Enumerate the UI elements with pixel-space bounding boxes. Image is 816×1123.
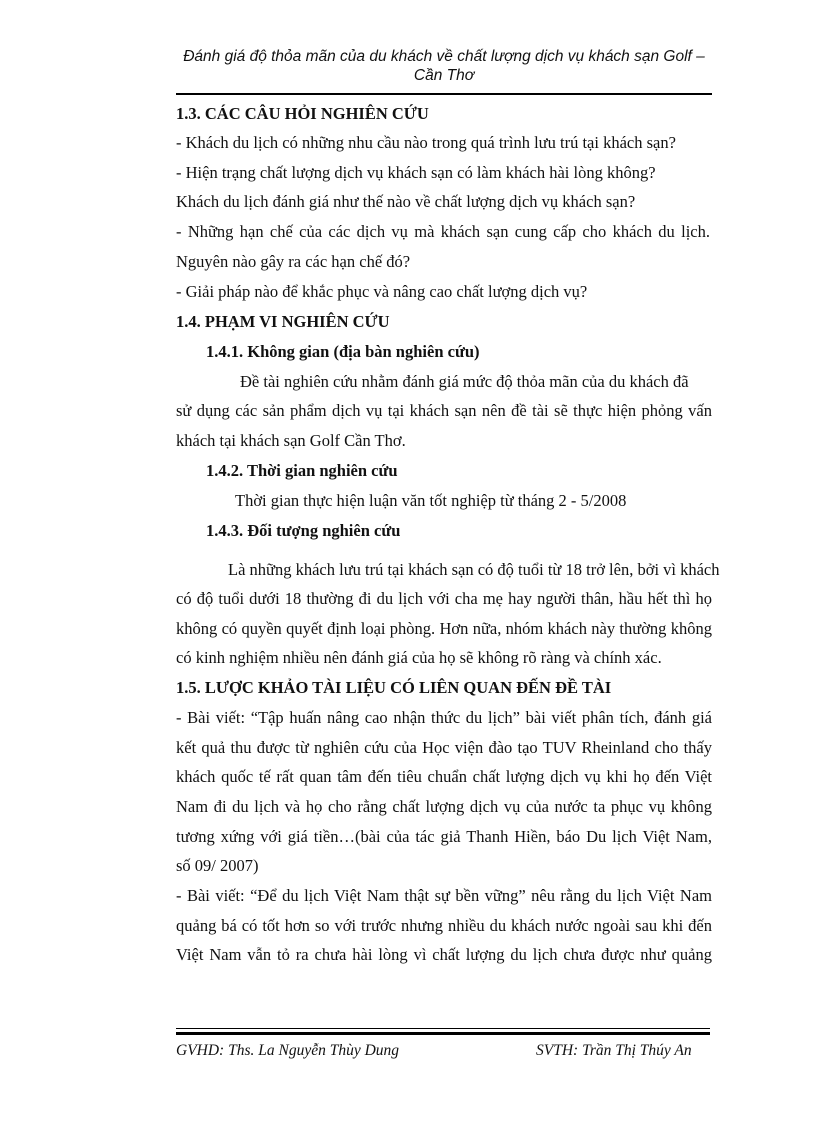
- question-3: - Những hạn chế của các dịch vụ mà khách sạn cung cấp cho khách du lịch.: [176, 222, 710, 241]
- article-1-line-4: Nam đi du lịch và họ cho rằng chất lượng dịch vụ của nước ta phục vụ không: [176, 797, 712, 816]
- question-3-cont: Nguyên nào gây ra các hạn chế đó?: [176, 252, 411, 271]
- header-rule: [176, 93, 712, 95]
- section-1-5-heading: 1.5. LƯỢC KHẢO TÀI LIỆU CÓ LIÊN QUAN ĐẾN ĐỀ TÀI: [176, 678, 612, 697]
- header-line-1: Đánh giá độ thỏa mãn của du khách về chất lượng dịch vụ khách sạn Golf –: [183, 48, 705, 65]
- subject-para-line-2: có độ tuổi dưới 18 thường đi du lịch với cha mẹ hay người thân, hầu hết thì họ: [176, 589, 712, 608]
- running-header: [176, 47, 712, 85]
- article-2-line-3: Việt Nam vẫn tỏ ra chưa hài lòng vì chất lượng du lịch chưa được như quảng: [176, 945, 712, 964]
- footer-rule-thin: [176, 1028, 710, 1029]
- article-1-line-3: khách quốc tế rất quan tâm đến tiêu chuẩn chất lượng dịch vụ khi họ đến Việt: [176, 767, 712, 786]
- space-para-line-2: sử dụng các sản phẩm dịch vụ tại khách sạn nên đề tài sẽ thực hiện phỏng vấn: [176, 401, 712, 420]
- space-para-line-1: Đề tài nghiên cứu nhằm đánh giá mức độ thỏa mãn của du khách đã: [240, 372, 689, 391]
- space-para-line-3: khách tại khách sạn Golf Cần Thơ.: [176, 431, 406, 450]
- subsection-1-4-1-heading: 1.4.1. Không gian (địa bàn nghiên cứu): [206, 342, 480, 361]
- subsection-1-4-3-heading: 1.4.3. Đối tượng nghiên cứu: [206, 521, 401, 540]
- article-1-line-2: kết quả thu được từ nghiên cứu của Học viện đào tạo TUV Rheinland cho thấy: [176, 738, 712, 757]
- article-1-line-5: tương xứng với giá tiền…(bài của tác giả Thanh Hiền, báo Du lịch Việt Nam,: [176, 827, 712, 846]
- article-2-line-2: quảng bá có tốt hơn so với trước nhưng nhiều du khách nước ngoài sau khi đến: [176, 916, 712, 935]
- footer-student: SVTH: Trần Thị Thúy An: [536, 1042, 692, 1059]
- footer-rule-thick: [176, 1032, 710, 1035]
- article-1-line-6: số 09/ 2007): [176, 856, 259, 875]
- time-para-line-1: Thời gian thực hiện luận văn tốt nghiệp từ tháng 2 - 5/2008: [235, 491, 627, 510]
- subject-para-line-3: không có quyền quyết định loại phòng. Hơn nữa, nhóm khách này thường không: [176, 619, 712, 638]
- article-2-line-1: - Bài viết: “Để du lịch Việt Nam thật sự bền vững” nêu rằng du lịch Việt Nam: [176, 886, 712, 905]
- question-2: - Hiện trạng chất lượng dịch vụ khách sạn có làm khách hài lòng không?: [176, 163, 656, 182]
- header-line-2: Cần Thơ: [413, 67, 475, 84]
- question-2-cont: Khách du lịch đánh giá như thế nào về chất lượng dịch vụ khách sạn?: [176, 192, 636, 211]
- subject-para-line-1: Là những khách lưu trú tại khách sạn có độ tuổi từ 18 trở lên, bởi vì khách: [228, 560, 720, 579]
- question-4: - Giải pháp nào để khắc phục và nâng cao chất lượng dịch vụ?: [176, 282, 588, 301]
- footer-advisor: GVHD: Ths. La Nguyễn Thùy Dung: [176, 1042, 400, 1059]
- section-1-4-heading: 1.4. PHẠM VI NGHIÊN CỨU: [176, 312, 390, 331]
- subject-para-line-4: có kinh nghiệm nhiều nên đánh giá của họ sẽ không rõ ràng và chính xác.: [176, 648, 662, 667]
- subsection-1-4-2-heading: 1.4.2. Thời gian nghiên cứu: [206, 461, 398, 480]
- article-1-line-1: - Bài viết: “Tập huấn nâng cao nhận thức du lịch” bài viết phân tích, đánh giá: [176, 708, 712, 727]
- question-1: - Khách du lịch có những nhu cầu nào trong quá trình lưu trú tại khách sạn?: [176, 133, 676, 152]
- section-1-3-heading: 1.3. CÁC CÂU HỎI NGHIÊN CỨU: [176, 104, 429, 123]
